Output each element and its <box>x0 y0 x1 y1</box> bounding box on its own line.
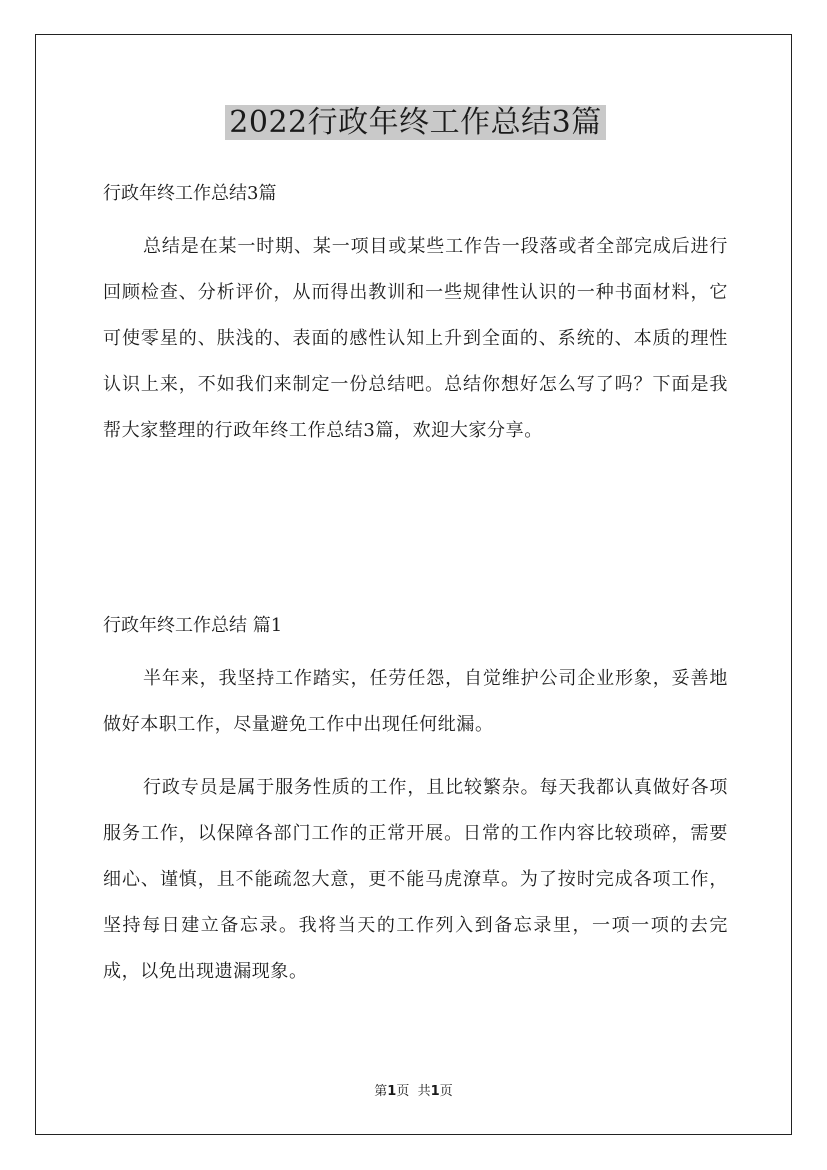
intro-paragraph: 总结是在某一时期、某一项目或某些工作告一段落或者全部完成后进行回顾检查、分析评价，从而得出教训和一些规律性认识的一种书面材料，它可使零星的、肤浅的、表面的感性认知上升到全面的、系统的、本质的理性认识上来，不如我们来制定一份总结吧。总结你想好怎么写了吗？下面是我帮大家整理的行政年终工作总结3篇，欢迎大家分享。 <box>103 236 728 441</box>
body-paragraph-2: 行政专员是属于服务性质的工作，且比较繁杂。每天我都认真做好各项服务工作，以保障各部门工作的正常开展。日常的工作内容比较琐碎，需要细心、谨慎，且不能疏忽大意，更不能马虎潦草。为了按时完成各项工作，坚持每日建立备忘录。我将当天的工作列入到备忘录里，一项一项的去完成，以免出现遗漏现象。 <box>103 777 728 982</box>
body-paragraph-1: 半年来，我坚持工作踏实，任劳任怨，自觉维护公司企业形象，妥善地做好本职工作，尽量避免工作中出现任何纰漏。 <box>103 668 728 735</box>
page-current: 1 <box>387 1084 397 1099</box>
document-title <box>103 100 728 146</box>
page-total: 1 <box>430 1084 440 1099</box>
page-suffix: 页 <box>396 1084 410 1099</box>
page-prefix: 第 <box>374 1084 388 1099</box>
section-heading: 行政年终工作总结 篇1 <box>103 615 283 636</box>
document-title-text: 2022行政年终工作总结3篇 <box>225 105 605 140</box>
document-subtitle: 行政年终工作总结3篇 <box>103 183 277 204</box>
total-suffix: 页 <box>439 1084 453 1099</box>
page-footer <box>0 1082 827 1102</box>
total-prefix: 共 <box>417 1084 431 1099</box>
